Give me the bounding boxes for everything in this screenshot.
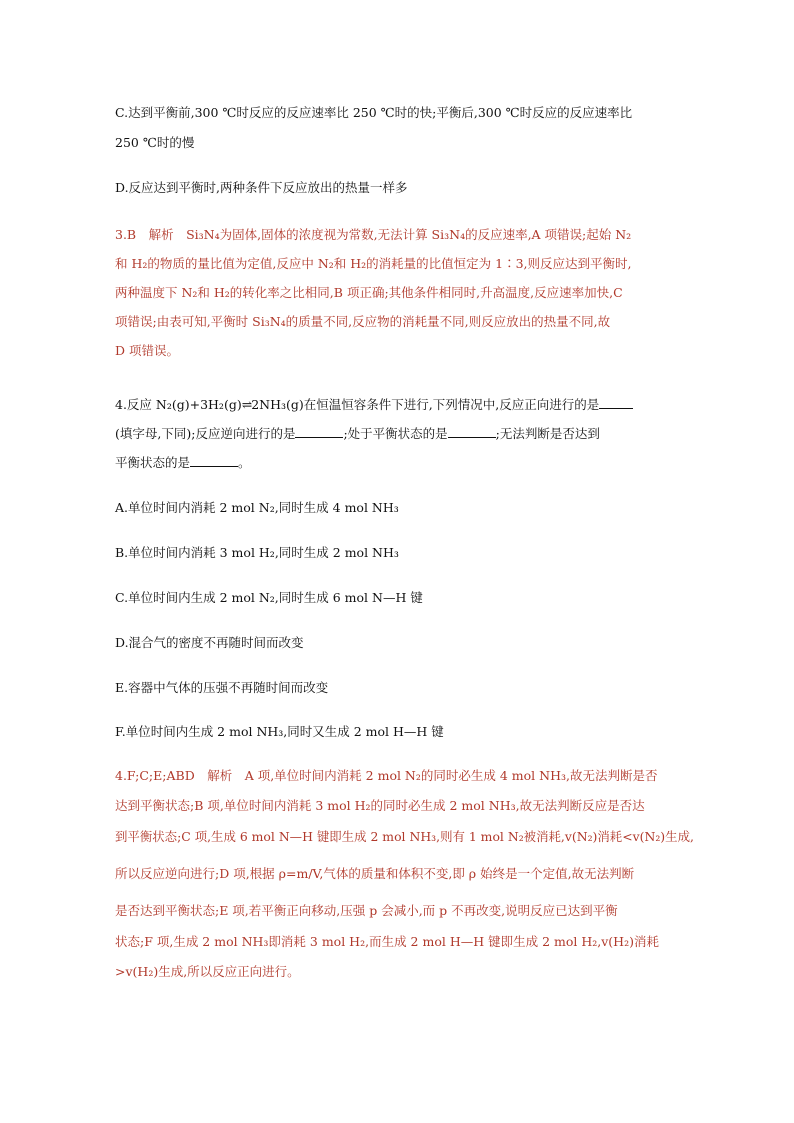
answer-blank-forward[interactable]: [599, 396, 633, 409]
q4-stem-line1: [115, 396, 633, 413]
q4-stem2-part-a: (填字母,下同);反应逆向进行的是: [115, 426, 296, 441]
answer-blank-undetermined[interactable]: [190, 454, 238, 467]
q3-option-c-line1: C.达到平衡前,300 ℃时反应的反应速率比 250 ℃时的快;平衡后,300 ℃时反应的反应速率比: [115, 105, 633, 120]
q3-answer-line3: 两种温度下 N₂和 H₂的转化率之比相同,B 项正确;其他条件相同时,升高温度,反应速率加快,C: [115, 285, 623, 300]
q4-answer-line6: 状态;F 项,生成 2 mol NH₃即消耗 3 mol H₂,而生成 2 mol H—H 键即生成 2 mol H₂,v(H₂)消耗: [115, 934, 659, 949]
q4-stem-line2: [115, 425, 600, 442]
answer-blank-reverse[interactable]: [295, 425, 343, 438]
q3-answer-line5: D 项错误。: [115, 343, 179, 358]
q4-option-c: C.单位时间内生成 2 mol N₂,同时生成 6 mol N—H 键: [115, 590, 423, 605]
q4-option-f: F.单位时间内生成 2 mol NH₃,同时又生成 2 mol H—H 键: [115, 724, 444, 739]
q4-stem-part-a: 4.反应 N₂(g)+3H₂(g): [115, 397, 242, 412]
q4-answer-line7: >v(H₂)生成,所以反应正向进行。: [115, 964, 300, 979]
q4-option-a: A.单位时间内消耗 2 mol N₂,同时生成 4 mol NH₃: [115, 500, 399, 515]
q3-answer-line2: 和 H₂的物质的量比值为定值,反应中 N₂和 H₂的消耗量的比值恒定为 1∶3,则反应达到平衡时,: [115, 256, 632, 271]
q4-stem2-part-b: ;处于平衡状态的是: [343, 426, 448, 441]
equilibrium-arrow-icon: ⇌: [241, 397, 252, 412]
q4-answer-line5: 是否达到平衡状态;E 项,若平衡正向移动,压强 p 会减小,而 p 不再改变,说明反应已达到平衡: [115, 903, 618, 918]
q4-stem3-part-b: 。: [238, 455, 251, 470]
q4-option-e: E.容器中气体的压强不再随时间而改变: [115, 680, 329, 695]
q3-option-c-line2: 250 ℃时的慢: [115, 135, 195, 150]
q4-option-b: B.单位时间内消耗 3 mol H₂,同时生成 2 mol NH₃: [115, 545, 399, 560]
q4-stem3-part-a: 平衡状态的是: [115, 455, 191, 470]
q4-stem-part-b: 2NH₃(g)在恒温恒容条件下进行,下列情况中,反应正向进行的是: [251, 397, 600, 412]
q3-answer-line4: 项错误;由表可知,平衡时 Si₃N₄的质量不同,反应物的消耗量不同,则反应放出的热量不同,故: [115, 314, 611, 329]
q4-answer-line4: 所以反应逆向进行;D 项,根据 ρ=m/V,气体的质量和体积不变,即 ρ 始终是一个定值,故无法判断: [115, 866, 635, 881]
q4-option-d: D.混合气的密度不再随时间而改变: [115, 635, 304, 650]
q4-answer-line1: 4.F;C;E;ABD 解析 A 项,单位时间内消耗 2 mol N₂的同时必生成 4 mol NH₃,故无法判断是否: [115, 768, 658, 783]
q4-stem-line3: [115, 454, 251, 471]
answer-blank-equilibrium[interactable]: [448, 425, 496, 438]
q4-answer-line3: 到平衡状态;C 项,生成 6 mol N—H 键即生成 2 mol NH₃,则有 1 mol N₂被消耗,v(N₂)消耗<v(N₂)生成,: [115, 829, 694, 844]
q4-stem2-part-c: ;无法判断是否达到: [495, 426, 600, 441]
q3-answer-line1: 3.B 解析 Si₃N₄为固体,固体的浓度视为常数,无法计算 Si₃N₄的反应速率,A 项错误;起始 N₂: [115, 227, 632, 242]
q3-option-d: D.反应达到平衡时,两种条件下反应放出的热量一样多: [115, 180, 408, 195]
q4-answer-line2: 达到平衡状态;B 项,单位时间内消耗 3 mol H₂的同时必生成 2 mol NH₃,故无法判断反应是否达: [115, 798, 645, 813]
